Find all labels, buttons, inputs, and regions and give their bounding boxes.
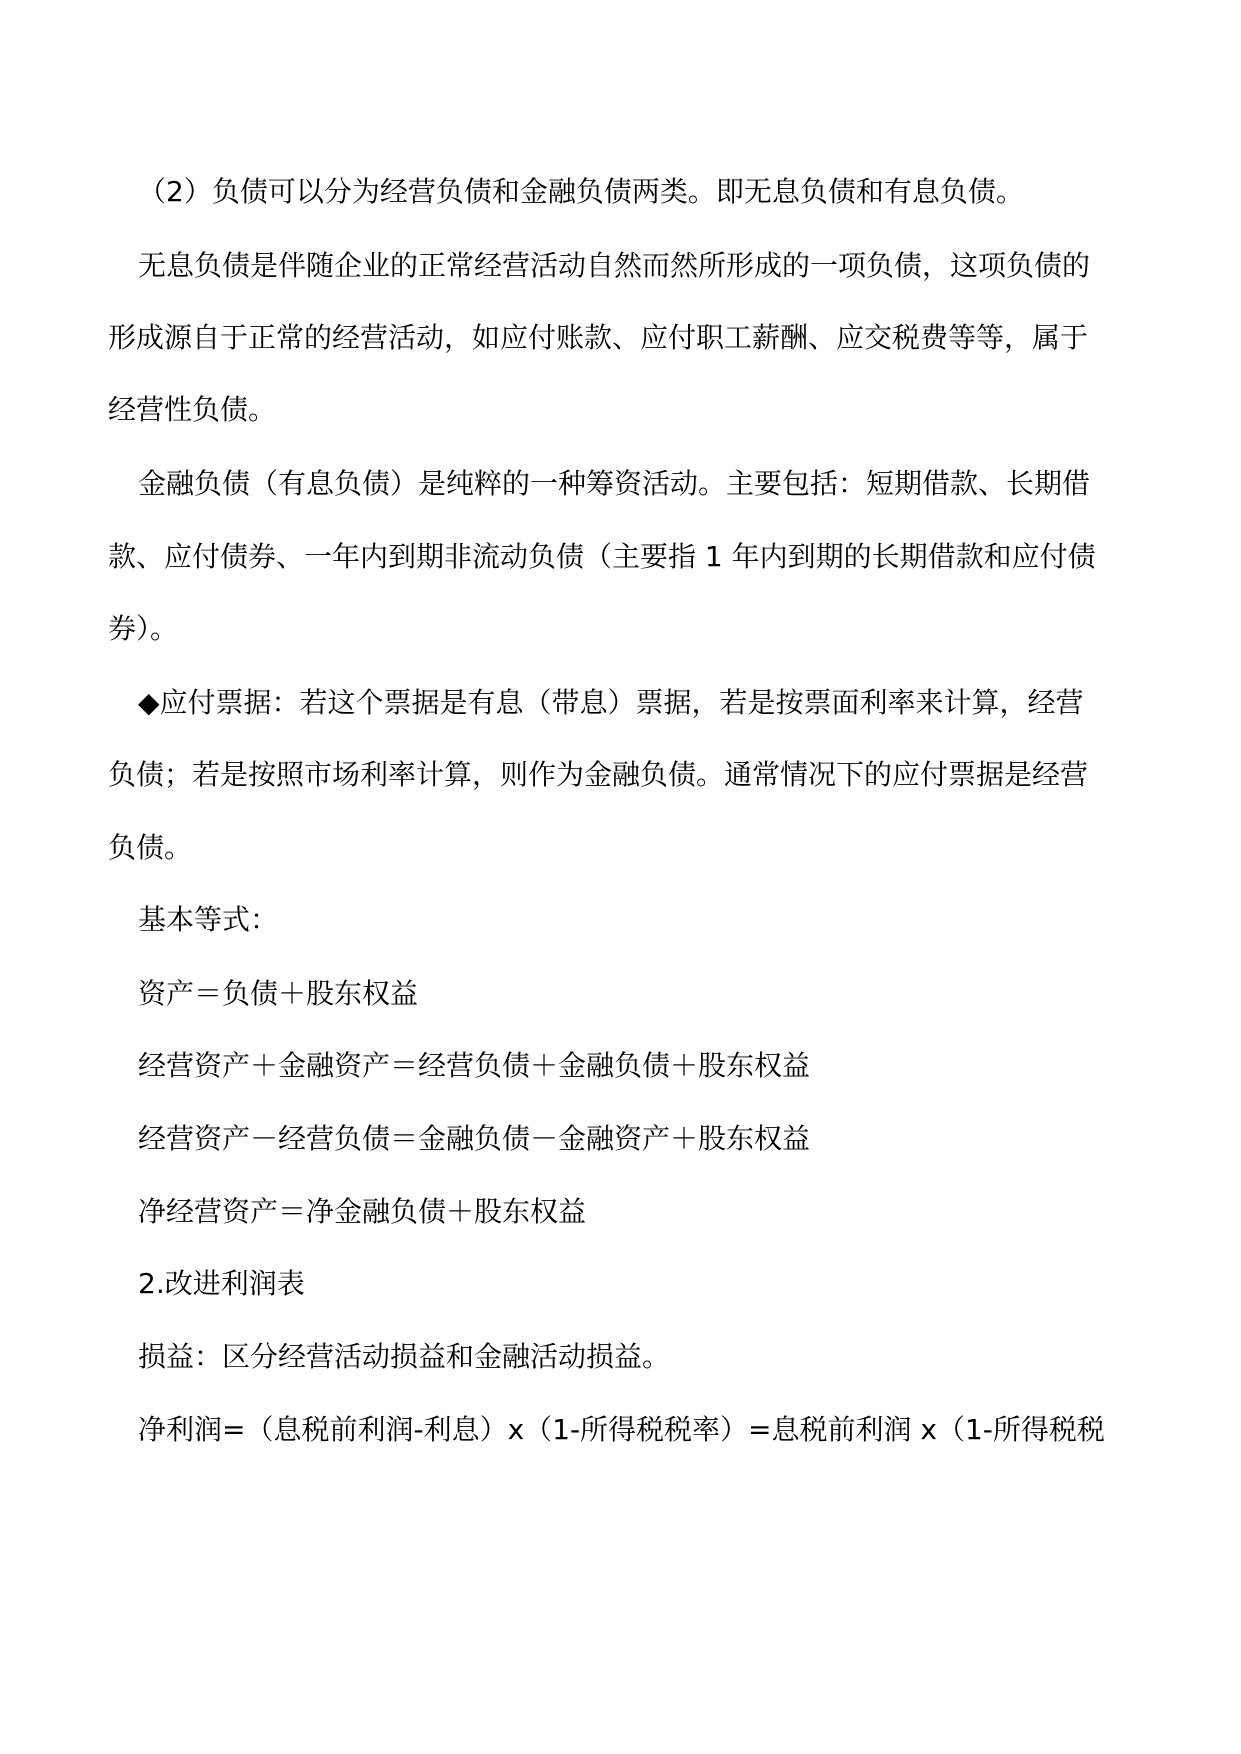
paragraph-notes-payable-line-3: 负债。 <box>108 831 193 864</box>
paragraph-non-interest-liabilities-line-2: 形成源自于正常的经营活动，如应付账款、应付职工薪酬、应交税费等等，属于 <box>108 321 1089 354</box>
paragraph-financial-liabilities-line-3: 券）。 <box>108 612 179 645</box>
equation-net-difference: 经营资产－经营负债＝金融负债－金融资产＋股东权益 <box>138 1122 811 1155</box>
paragraph-notes-payable-line-1: ◆应付票据：若这个票据是有息（带息）票据，若是按票面利率来计算，经营 <box>138 686 1084 719</box>
paragraph-financial-liabilities-line-1: 金融负债（有息负债）是纯粹的一种筹资活动。主要包括：短期借款、长期借 <box>138 467 1091 500</box>
equation-net-profit: 净利润=（息税前利润-利息）x（1-所得税税率）=息税前利润 x（1-所得税税 <box>138 1413 1105 1446</box>
paragraph-notes-payable-line-2: 负债；若是按照市场利率计算，则作为金融负债。通常情况下的应付票据是经营 <box>108 758 1089 791</box>
equation-net-operating-assets: 净经营资产＝净金融负债＋股东权益 <box>138 1195 587 1228</box>
heading-basic-equations: 基本等式： <box>138 903 279 936</box>
paragraph-liabilities-classification: （2）负债可以分为经营负债和金融负债两类。即无息负债和有息负债。 <box>138 175 1024 208</box>
paragraph-profit-and-loss: 损益：区分经营活动损益和金融活动损益。 <box>138 1340 671 1373</box>
heading-improved-income-statement: 2.改进利润表 <box>138 1267 305 1300</box>
paragraph-non-interest-liabilities-line-1: 无息负债是伴随企业的正常经营活动自然而然所形成的一项负债，这项负债的 <box>138 249 1091 282</box>
equation-operating-and-financial-assets: 经营资产＋金融资产＝经营负债＋金融负债＋股东权益 <box>138 1049 811 1082</box>
equation-assets: 资产＝负债＋股东权益 <box>138 977 419 1010</box>
paragraph-financial-liabilities-line-2: 款、应付债券、一年内到期非流动负债（主要指 1 年内到期的长期借款和应付债 <box>108 540 1096 573</box>
paragraph-non-interest-liabilities-line-3: 经营性负债。 <box>108 393 277 426</box>
